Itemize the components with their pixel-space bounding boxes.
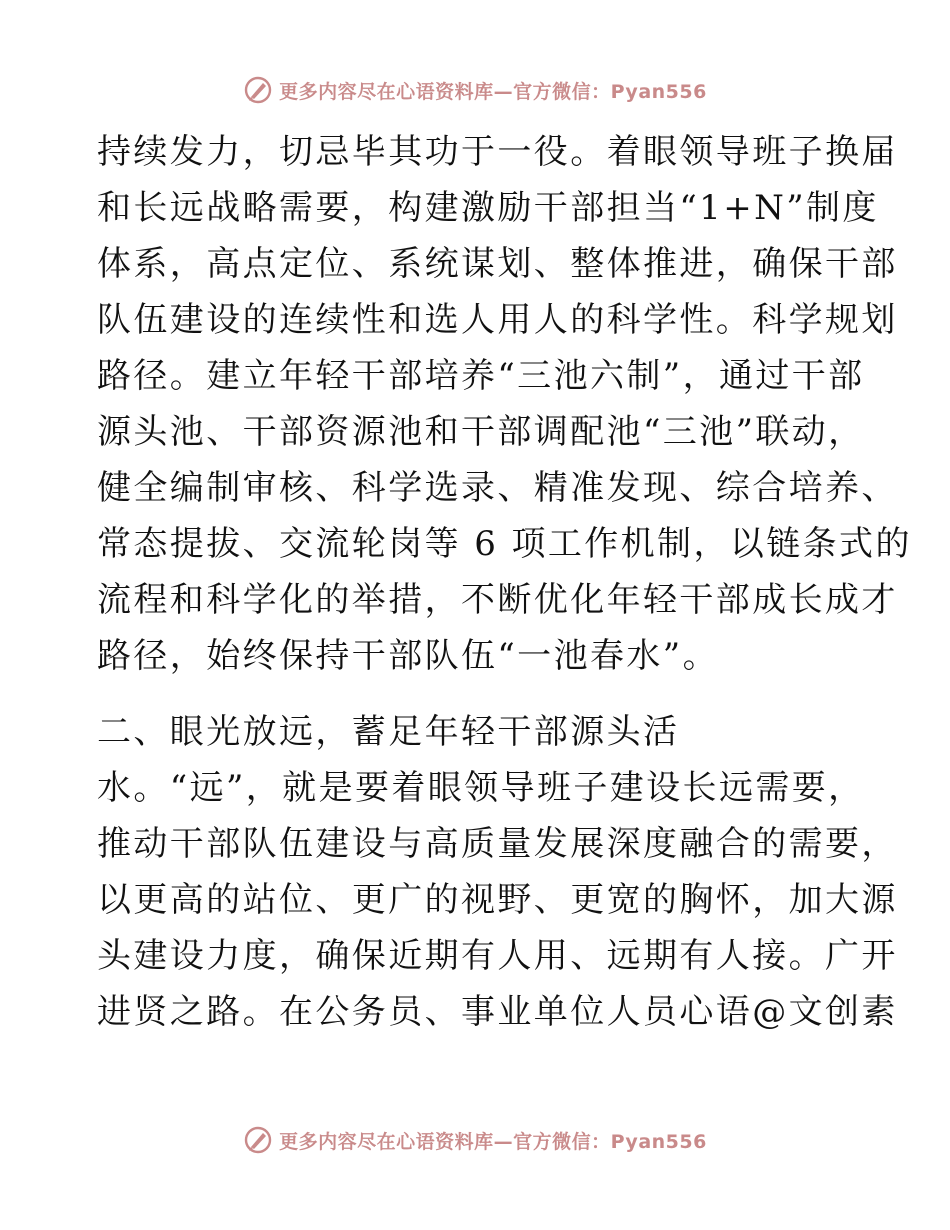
header-watermark-text: 更多内容尽在心语资料库—官方微信：Pyan556 (279, 80, 707, 103)
text-line: 健全编制审核、科学选录、精准发现、综合培养、 (97, 468, 898, 508)
text-line: 体系，高点定位、系统谋划、整体推进，确保干部 (97, 244, 898, 284)
text-line: 常态提拔、交流轮岗等 6 项工作机制，以链条式的 (97, 524, 912, 564)
footer-watermark (0, 1120, 950, 1160)
text-line: 推动干部队伍建设与高质量发展深度融合的需要， (97, 824, 898, 864)
section-heading: 二、眼光放远，蓄足年轻干部源头活 (97, 712, 680, 752)
paragraph-gap (97, 684, 857, 704)
text-line: 头建设力度，确保近期有人用、远期有人接。广开 (97, 936, 898, 976)
feather-pen-logo-icon (243, 1125, 273, 1155)
text-line: 和长远战略需要，构建激励干部担当“1+N”制度 (97, 188, 879, 228)
text-line: 源头池、干部资源池和干部调配池“三池”联动， (97, 412, 865, 452)
text-line: 路径，始终保持干部队伍“一池春水”。 (97, 636, 719, 676)
text-line: 水。“远”，就是要着眼领导班子建设长远需要， (97, 768, 865, 808)
feather-pen-logo-icon (243, 75, 273, 105)
text-line: 以更高的站位、更广的视野、更宽的胸怀，加大源 (97, 880, 898, 920)
text-line: 持续发力，切忌毕其功于一役。着眼领导班子换届 (97, 132, 898, 172)
header-watermark (0, 70, 950, 110)
text-line: 流程和科学化的举措，不断优化年轻干部成长成才 (97, 580, 898, 620)
text-line: 队伍建设的连续性和选人用人的科学性。科学规划 (97, 300, 898, 340)
text-line: 路径。建立年轻干部培养“三池六制”，通过干部 (97, 356, 865, 396)
document-body (97, 124, 912, 1040)
footer-watermark-text: 更多内容尽在心语资料库—官方微信：Pyan556 (279, 1130, 707, 1153)
text-line: 进贤之路。在公务员、事业单位人员心语@文创素 (97, 992, 898, 1032)
